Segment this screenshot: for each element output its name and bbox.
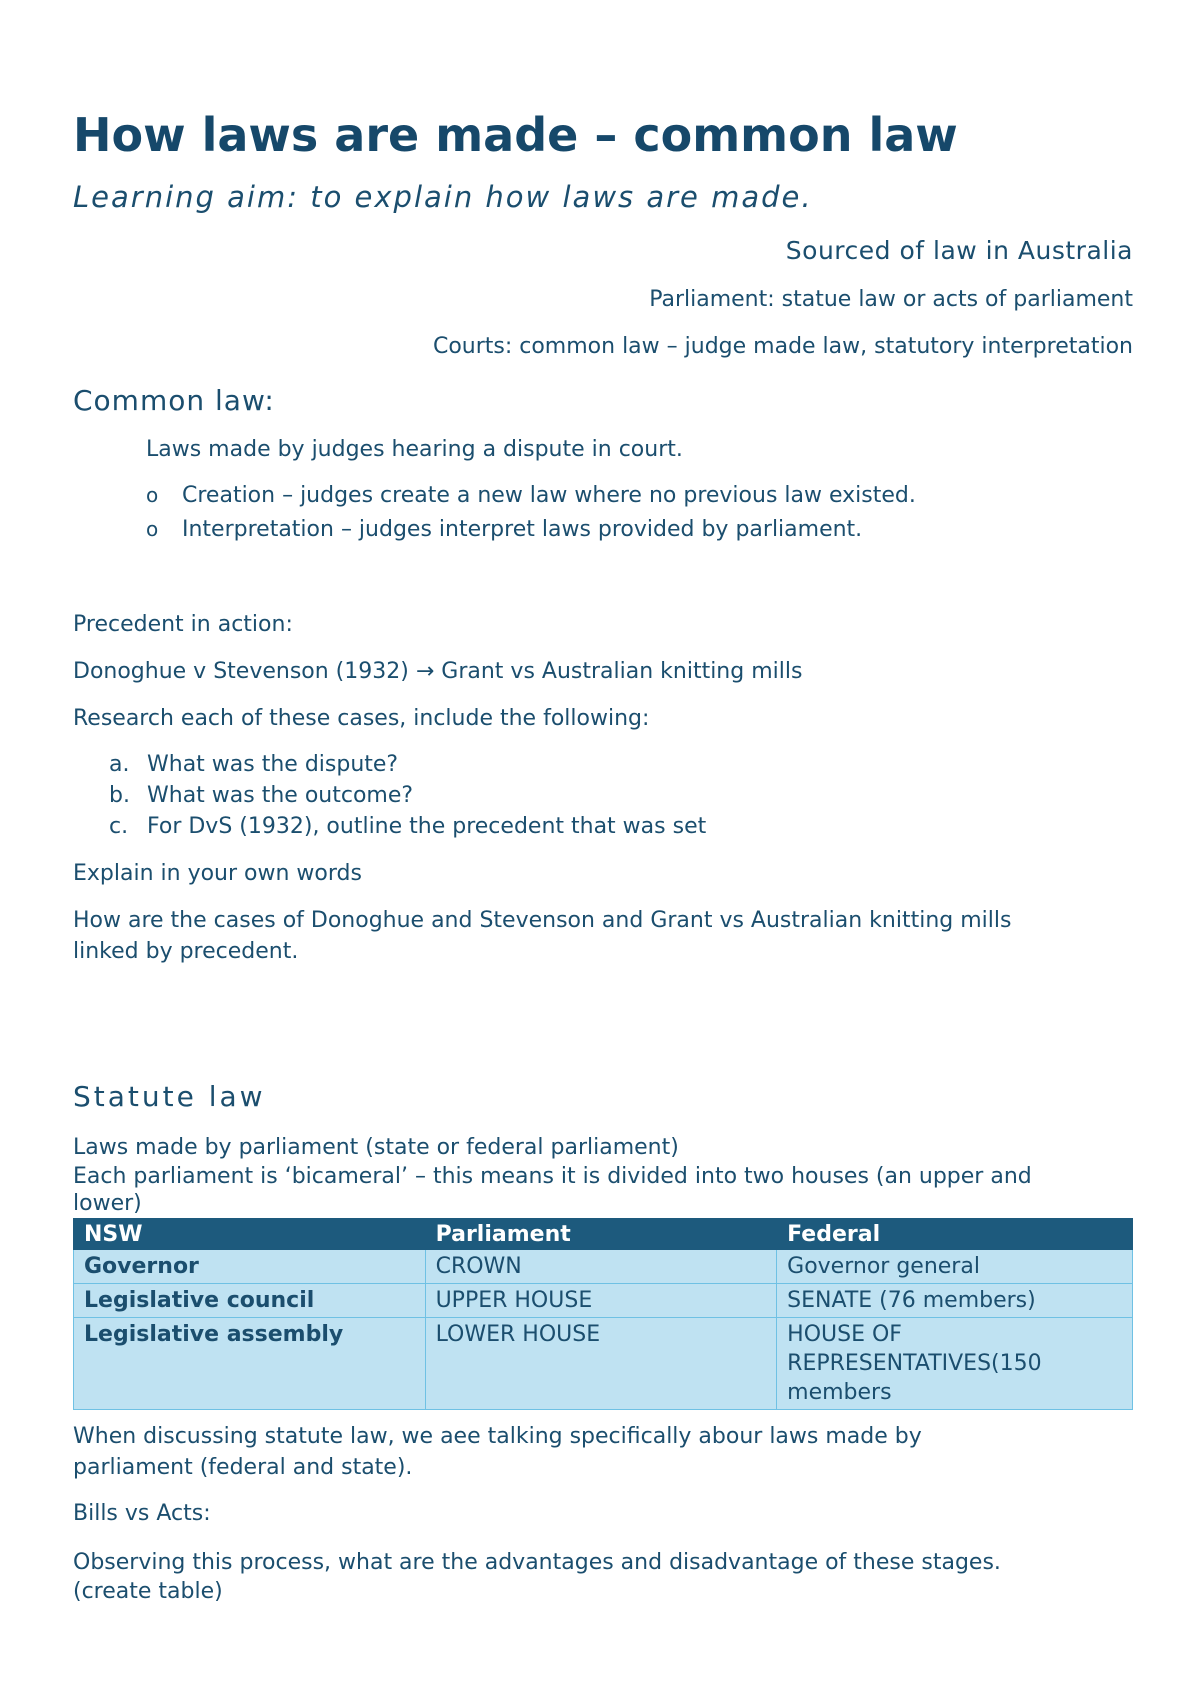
statute-law-heading: Statute law — [73, 1080, 266, 1113]
table-cell: SENATE (76 members) — [777, 1284, 1133, 1318]
sources-parliament: Parliament: statue law or acts of parliament — [649, 287, 1133, 312]
sources-heading: Sourced of law in Australia — [785, 236, 1133, 265]
list-item — [109, 814, 706, 839]
table-header-row — [74, 1219, 1133, 1250]
statute-note-line-2: parliament (federal and state). — [73, 1455, 413, 1480]
column-header: Federal — [777, 1219, 1133, 1250]
bullet-marker: o — [146, 517, 159, 541]
bicameral-line-2: lower) — [73, 1191, 142, 1216]
question-text: For DvS (1932), outline the precedent that was set — [147, 814, 707, 839]
observe-question-line-1: Observing this process, what are the advantages and disadvantage of these stages. — [73, 1550, 1001, 1575]
common-law-definition: Laws made by judges hearing a dispute in court. — [146, 437, 683, 462]
list-item — [146, 483, 916, 508]
how-question-line-2: linked by precedent. — [73, 939, 299, 964]
table-cell: HOUSE OF REPRESENTATIVES(150 members — [777, 1318, 1133, 1410]
observe-question-line-2: (create table) — [73, 1579, 223, 1604]
list-item — [146, 517, 862, 542]
research-instruction: Research each of these cases, include the following: — [73, 706, 650, 731]
precedent-heading: Precedent in action: — [73, 612, 293, 637]
table-cell: LOWER HOUSE — [425, 1318, 777, 1410]
table-cell: Legislative council — [74, 1284, 426, 1318]
common-law-heading: Common law: — [73, 384, 275, 417]
how-question-line-1: How are the cases of Donoghue and Stevenson and Grant vs Australian knitting mills — [73, 908, 1012, 933]
list-item — [109, 783, 413, 808]
page-title: How laws are made – common law — [73, 108, 958, 162]
bicameral-line-1: Each parliament is ‘bicameral’ – this means it is divided into two houses (an upper and — [73, 1164, 1032, 1189]
bullet-text: Creation – judges create a new law where no previous law existed. — [182, 483, 916, 508]
column-header: NSW — [74, 1219, 426, 1250]
arrow-right-icon: → — [415, 659, 435, 684]
learning-aim: Learning aim: to explain how laws are made. — [73, 180, 813, 214]
table-cell: CROWN — [425, 1250, 777, 1284]
case-donoghue: Donoghue v Stevenson (1932) — [73, 659, 409, 684]
column-header: Parliament — [425, 1219, 777, 1250]
list-marker: c. — [109, 814, 129, 839]
case-grant: Grant vs Australian knitting mills — [441, 659, 803, 684]
bills-vs-acts-heading: Bills vs Acts: — [73, 1501, 211, 1526]
parliament-table — [73, 1218, 1133, 1410]
statute-definition: Laws made by parliament (state or federal parliament) — [73, 1135, 679, 1160]
list-item — [109, 752, 398, 777]
table-row — [74, 1318, 1133, 1410]
table-cell: Governor general — [777, 1250, 1133, 1284]
table-cell: Governor — [74, 1250, 426, 1284]
table-row — [74, 1284, 1133, 1318]
precedent-cases — [73, 659, 802, 684]
sources-courts: Courts: common law – judge made law, statutory interpretation — [432, 334, 1133, 359]
list-marker: a. — [109, 752, 130, 777]
table-row — [74, 1250, 1133, 1284]
bullet-text: Interpretation – judges interpret laws provided by parliament. — [182, 517, 863, 542]
question-text: What was the dispute? — [147, 752, 399, 777]
table-cell: UPPER HOUSE — [425, 1284, 777, 1318]
list-marker: b. — [109, 783, 130, 808]
bullet-marker: o — [146, 483, 159, 507]
question-text: What was the outcome? — [147, 783, 414, 808]
statute-note-line-1: When discussing statute law, we aee talking specifically abour laws made by — [73, 1424, 922, 1449]
table-cell: Legislative assembly — [74, 1318, 426, 1410]
explain-instruction: Explain in your own words — [73, 861, 362, 886]
